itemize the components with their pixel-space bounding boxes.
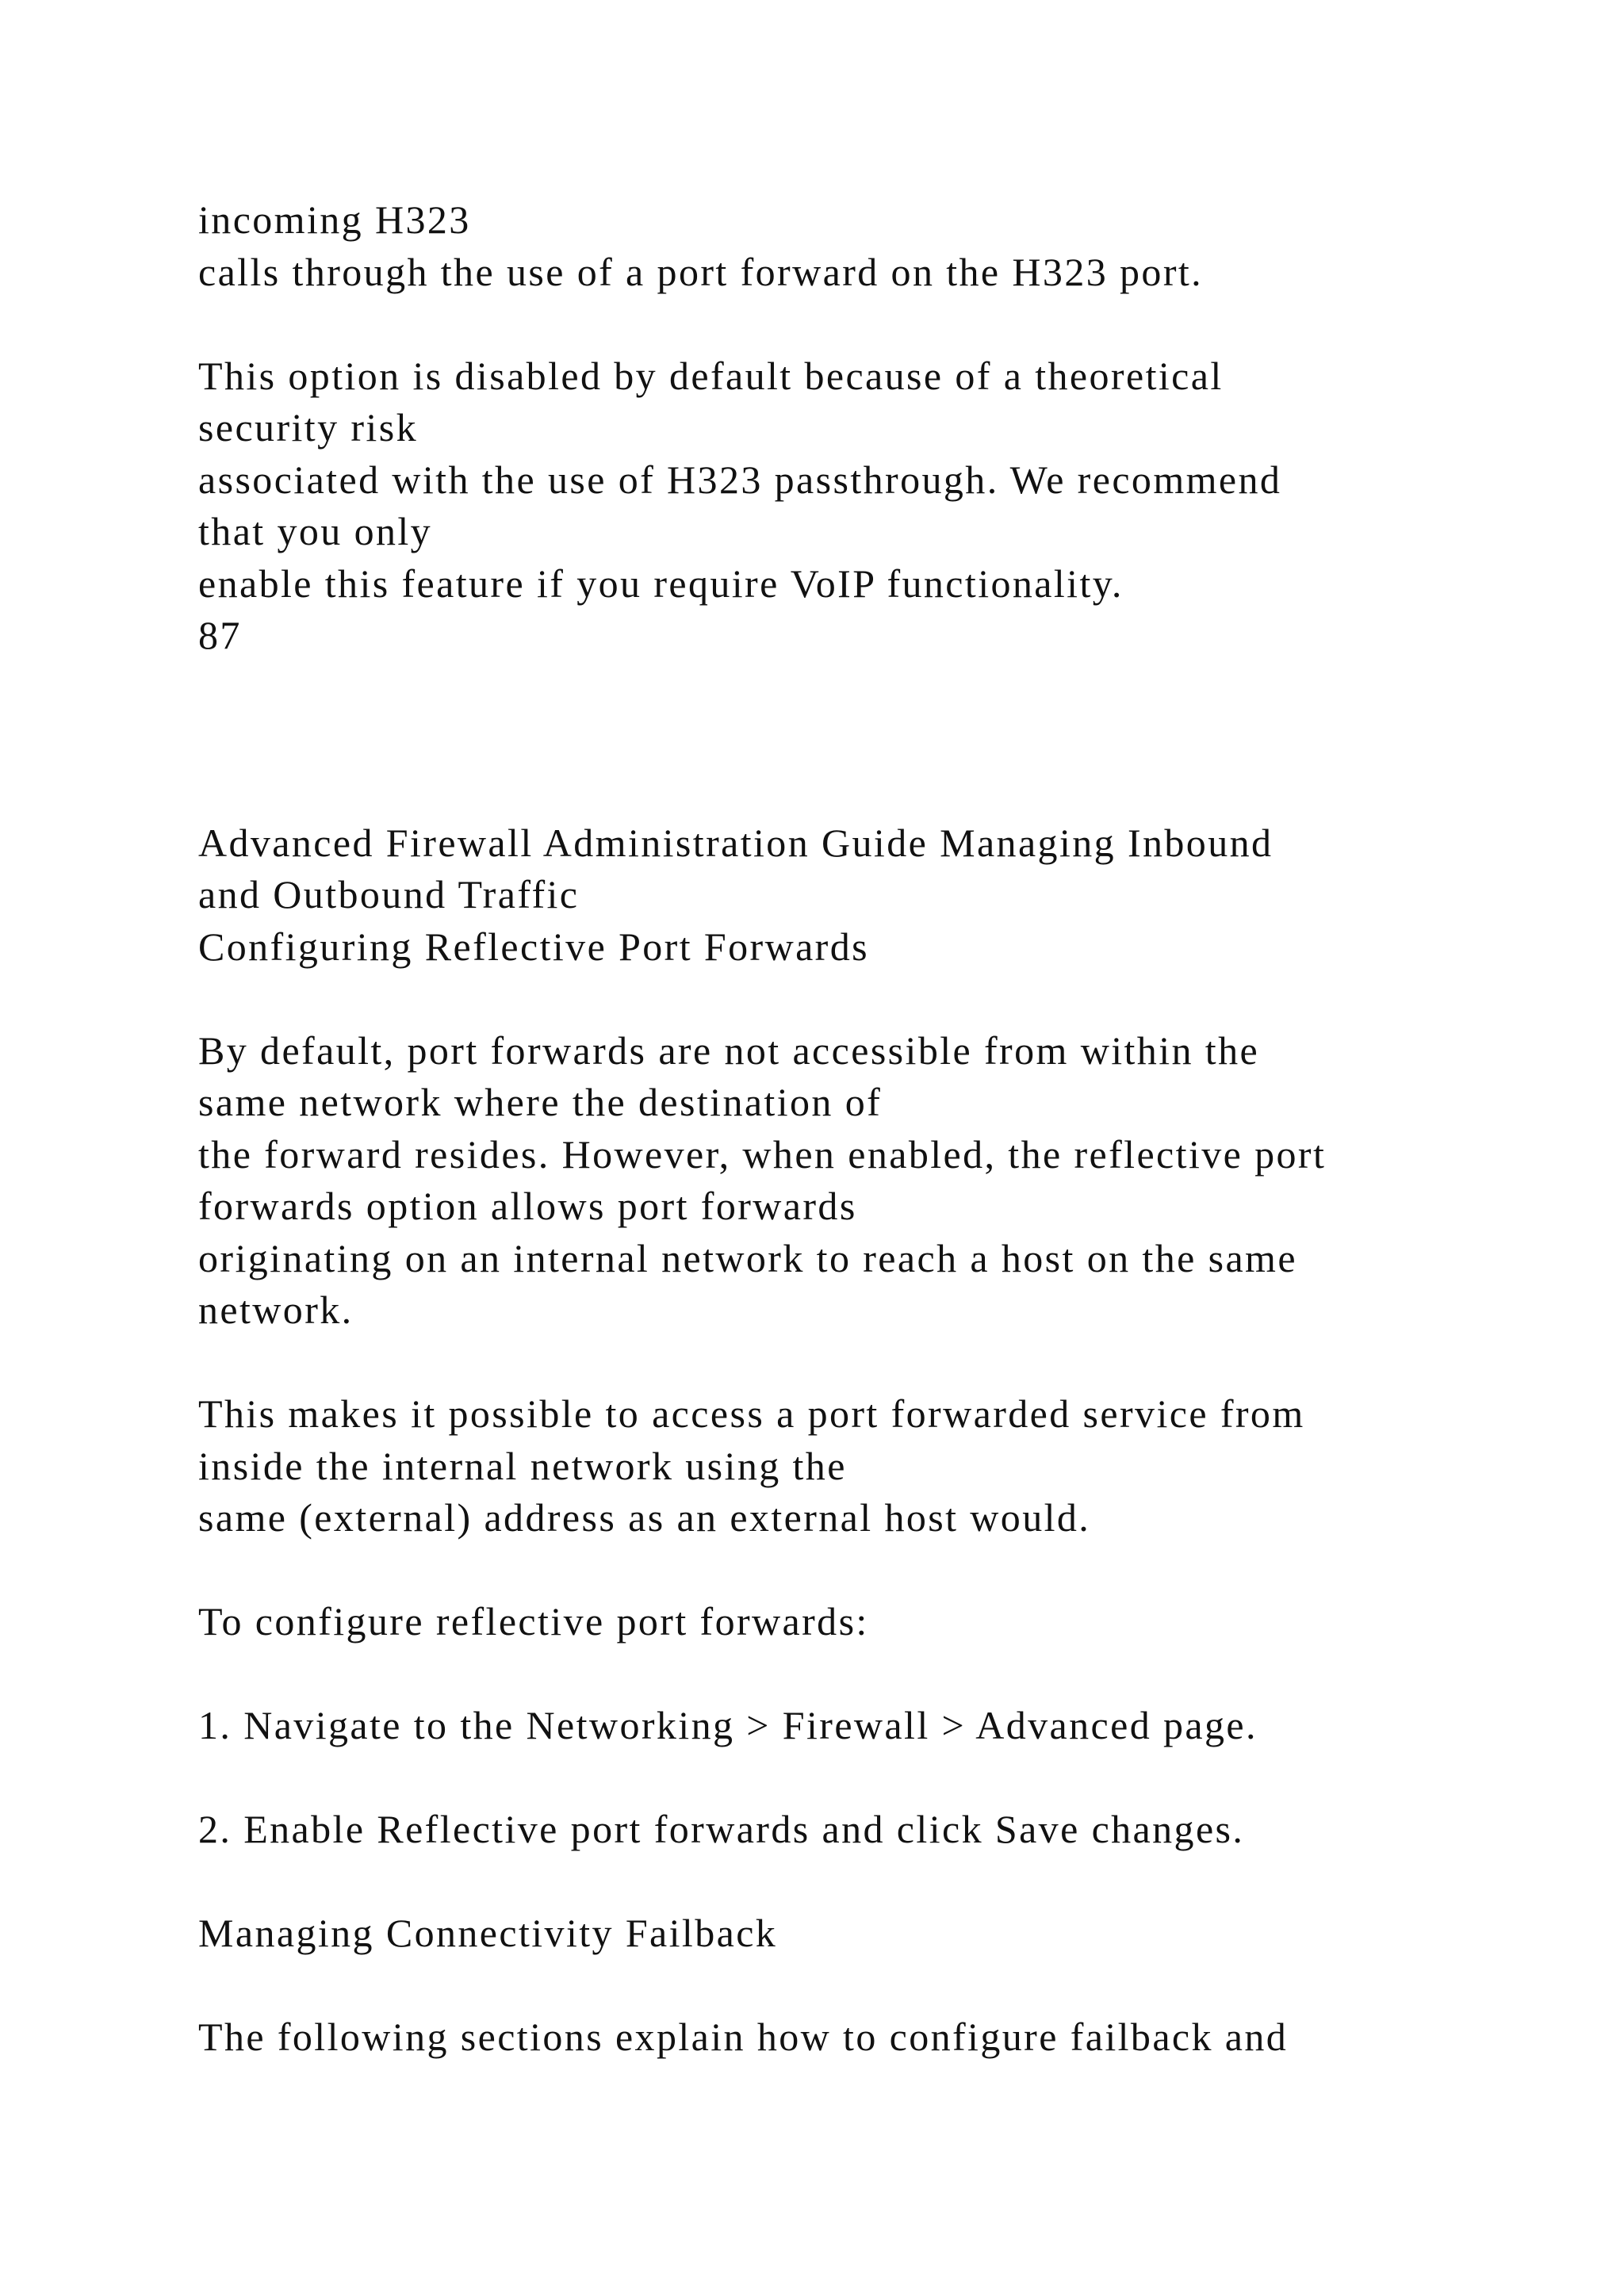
text-line: This makes it possible to access a port forwarded service from [198,1391,1305,1436]
paragraph-spacer [198,1752,1451,1804]
text-line: 1. Navigate to the Networking > Firewall > Advanced page. [198,1703,1258,1747]
text-line: 2. Enable Reflective port forwards and click Save changes. [198,1807,1245,1851]
paragraph-spacer [198,298,1451,350]
text-line: Configuring Reflective Port Forwards [198,924,869,969]
text-line: The following sections explain how to configure failback and [198,2015,1289,2059]
text-line: that you only [198,509,433,553]
text-line: forwards option allows port forwards [198,1184,857,1228]
paragraph-spacer [198,1337,1451,1389]
page-break-gap [198,662,1451,817]
paragraph-spacer [198,973,1451,1025]
text-line: same network where the destination of [198,1080,883,1124]
text-line: Advanced Firewall Administration Guide Managing Inbound [198,820,1274,865]
page-number: 87 [198,613,242,657]
text-line: To configure reflective port forwards: [198,1599,869,1644]
paragraph-spacer [198,1648,1451,1701]
text-line: same (external) address as an external host would. [198,1495,1091,1540]
text-line: security risk [198,405,418,450]
text-line: originating on an internal network to reach a host on the same [198,1235,1297,1280]
text-line: inside the internal network using the [198,1443,847,1488]
paragraph-spacer [198,1544,1451,1597]
text-line: and Outbound Traffic [198,872,580,916]
paragraph-spacer [198,1960,1451,2012]
document-text-column [198,194,1451,2064]
text-line: By default, port forwards are not accessible from within the [198,1027,1260,1073]
text-line: calls through the use of a port forward on the H323 port. [198,249,1204,294]
text-line: Managing Connectivity Failback [198,1911,778,1955]
text-line: associated with the use of H323 passthrough. We recommend [198,457,1282,502]
text-line: network. [198,1288,354,1332]
text-line: incoming H323 [198,197,471,242]
text-line: enable this feature if you require VoIP functionality. [198,561,1124,606]
paragraph-spacer [198,1856,1451,1908]
text-line: the forward resides. However, when enabled, the reflective port [198,1131,1327,1177]
text-line: This option is disabled by default because of a theoretical [198,353,1224,398]
